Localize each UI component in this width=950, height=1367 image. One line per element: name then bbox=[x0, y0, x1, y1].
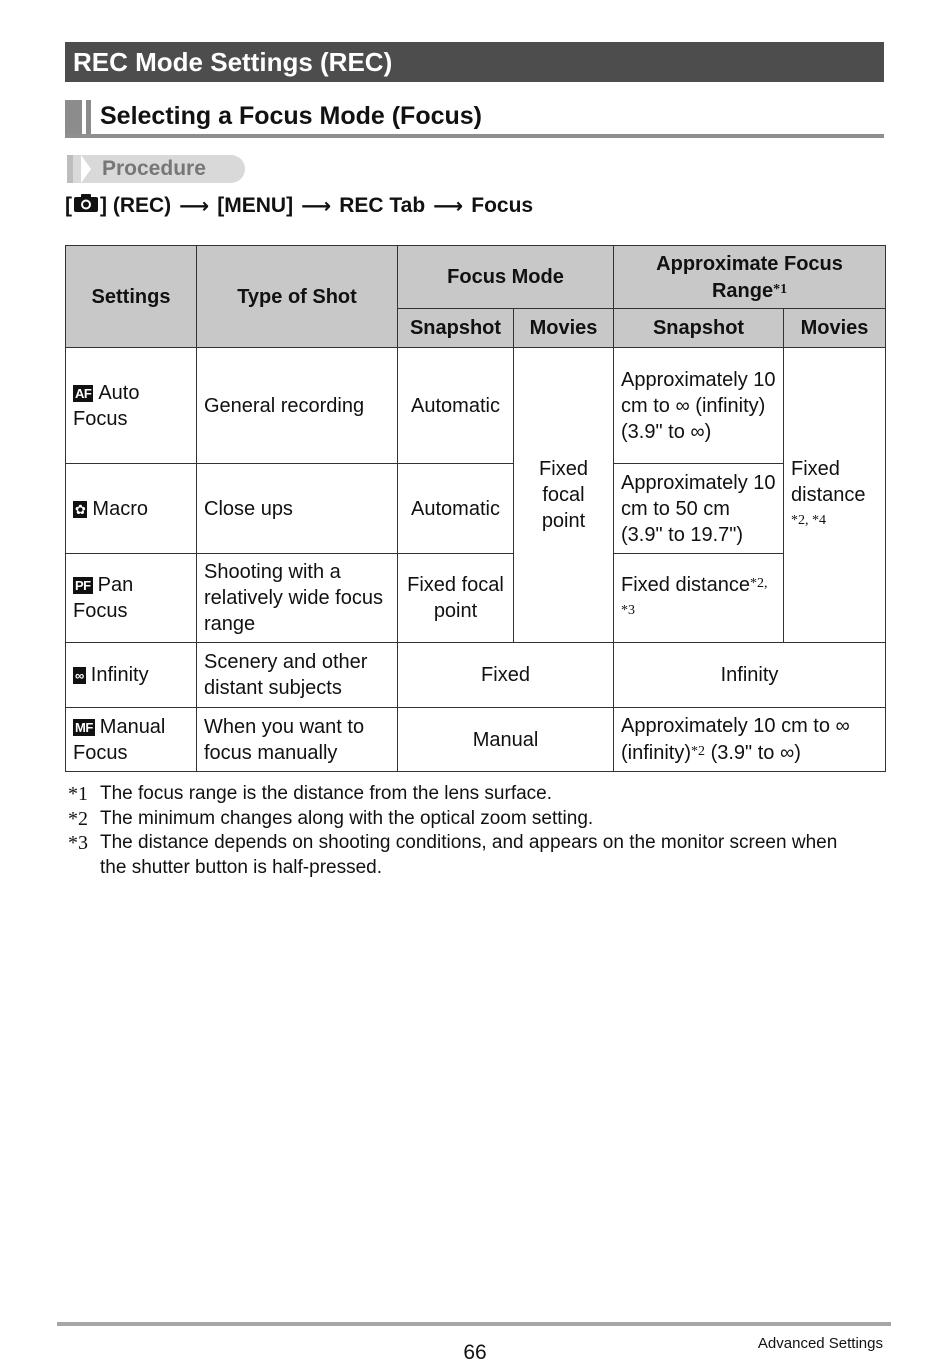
footer-section-title: Advanced Settings bbox=[757, 1335, 883, 1352]
type-cell: Close ups bbox=[197, 464, 398, 554]
footnote-ref: *1 bbox=[773, 281, 788, 297]
mode-cell: Manual bbox=[398, 708, 614, 772]
range-movies-cell: Fixed distance $^{*2, *4}$ bbox=[784, 348, 886, 643]
mode-cell: Fixed bbox=[398, 643, 614, 708]
setting-cell: ✿ Macro bbox=[66, 464, 197, 554]
pan-focus-icon: PF bbox=[75, 578, 91, 593]
table-row bbox=[66, 643, 886, 708]
footnote-ref: *2 bbox=[691, 744, 706, 759]
chevron-right-icon bbox=[81, 155, 91, 183]
section-header bbox=[65, 98, 884, 138]
table-row bbox=[66, 708, 886, 772]
type-cell: Shooting with a relatively wide focus range bbox=[197, 554, 398, 643]
header-focus-range: Approximate Focus Range$^{*1}$ bbox=[614, 246, 886, 309]
section-marker bbox=[65, 100, 82, 134]
footnote-mark: *2 bbox=[68, 807, 88, 830]
page-number: 66 bbox=[463, 1341, 487, 1364]
mode-snapshot-cell: Automatic bbox=[398, 464, 514, 554]
macro-flower-icon: ✿ bbox=[75, 501, 86, 517]
footnote bbox=[68, 782, 868, 807]
footnotes bbox=[68, 782, 868, 880]
menu-path bbox=[65, 191, 533, 221]
range-snapshot-cell: Fixed distance$^{*2, *3}$ bbox=[614, 554, 784, 643]
range-cell: Infinity bbox=[614, 643, 886, 708]
header-snapshot: Snapshot bbox=[614, 309, 784, 348]
procedure-tab bbox=[67, 155, 245, 183]
manual-focus-icon: MF bbox=[75, 719, 93, 735]
setting-cell: AF Auto Focus bbox=[66, 348, 197, 464]
open-bracket: [ bbox=[65, 194, 72, 217]
footnote bbox=[68, 831, 868, 880]
type-cell: When you want to focus manually bbox=[197, 708, 398, 772]
section-marker-thin bbox=[86, 100, 91, 134]
header-snapshot: Snapshot bbox=[398, 309, 514, 348]
section-title: Selecting a Focus Mode (Focus) bbox=[100, 102, 482, 130]
focus-mode-table bbox=[65, 245, 886, 772]
procedure-label: Procedure bbox=[102, 157, 206, 180]
auto-focus-icon: AF bbox=[75, 385, 92, 401]
footnote-mark: *1 bbox=[68, 783, 88, 805]
header-movies: Movies bbox=[514, 309, 614, 348]
range-cell: Approximately 10 cm to ∞ (infinity)$^{*2}$ (3.9" to ∞) bbox=[614, 708, 886, 772]
range-snapshot-cell: Approximately 10 cm to 50 cm (3.9" to 19.7") bbox=[614, 464, 784, 554]
footnote-mark: *3 bbox=[68, 832, 88, 854]
footer-divider bbox=[57, 1322, 891, 1326]
path-step-rec: ] (REC) bbox=[100, 194, 172, 217]
arrow-right-icon: ⟶ bbox=[179, 194, 210, 218]
table-row bbox=[66, 348, 886, 464]
header-movies: Movies bbox=[784, 309, 886, 348]
chapter-title: REC Mode Settings (REC) bbox=[65, 42, 884, 82]
range-snapshot-cell: Approximately 10 cm to ∞ (infinity) (3.9" to ∞) bbox=[614, 348, 784, 464]
header-focus-mode: Focus Mode bbox=[398, 246, 614, 309]
type-cell: General recording bbox=[197, 348, 398, 464]
footnote-text: The minimum changes along with the optical zoom setting. bbox=[100, 807, 594, 829]
setting-cell: PF Pan Focus bbox=[66, 554, 197, 643]
arrow-right-icon: ⟶ bbox=[301, 194, 332, 218]
footnote-text: The distance depends on shooting conditions, and appears on the monitor screen when the shutter button is half-pressed. bbox=[100, 832, 838, 878]
camera-icon bbox=[73, 193, 99, 219]
mode-movies-cell: Fixed focal point bbox=[514, 348, 614, 643]
type-cell: Scenery and other distant subjects bbox=[197, 643, 398, 708]
arrow-right-icon: ⟶ bbox=[433, 194, 464, 218]
header-settings: Settings bbox=[66, 246, 197, 348]
footnote-text: The focus range is the distance from the lens surface. bbox=[100, 783, 553, 804]
table-row bbox=[66, 464, 886, 554]
infinity-icon: ∞ bbox=[75, 668, 84, 683]
footnote-ref: *2, *3 bbox=[621, 576, 768, 618]
mode-snapshot-cell: Fixed focal point bbox=[398, 554, 514, 643]
header-type-of-shot: Type of Shot bbox=[197, 246, 398, 348]
table-row bbox=[66, 554, 886, 643]
path-step-rec-tab: REC Tab bbox=[339, 194, 426, 217]
footnote-ref: *2, *4 bbox=[791, 512, 827, 528]
footnote bbox=[68, 807, 868, 832]
path-step-focus: Focus bbox=[471, 194, 534, 217]
path-step-menu: [MENU] bbox=[217, 194, 294, 217]
mode-snapshot-cell: Automatic bbox=[398, 348, 514, 464]
setting-cell: MF Manual Focus bbox=[66, 708, 197, 772]
setting-cell: ∞ Infinity bbox=[66, 643, 197, 708]
